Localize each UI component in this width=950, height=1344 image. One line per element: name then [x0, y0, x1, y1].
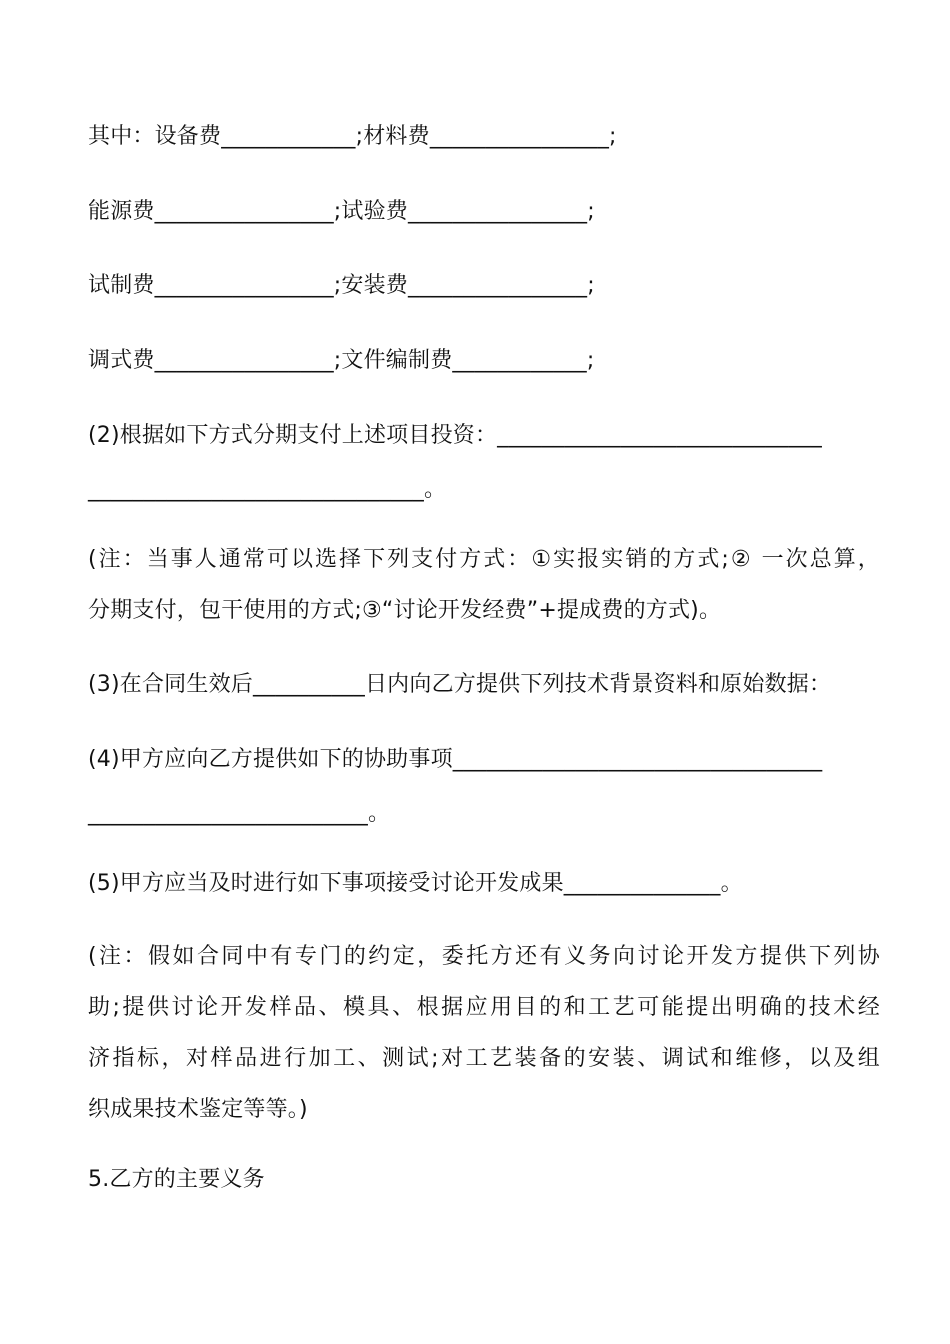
section-heading-party-b-obligations: 5.乙方的主要义务 — [88, 1167, 265, 1192]
cost-line-debugging-documents: 调式费________________;文件编制费____________; — [88, 348, 595, 373]
clause-2-installment-payment: (2)根据如下方式分期支付上述项目投资：_____________________________ — [88, 423, 822, 448]
note-assistance-line-1: (注：假如合同中有专门的约定，委托方还有义务向讨论开发方提供下列协 — [88, 944, 880, 969]
clause-5-acceptance: (5)甲方应当及时进行如下事项接受讨论开发成果______________。 — [88, 871, 743, 896]
cost-line-trial-installation: 试制费________________;安装费________________; — [88, 273, 595, 298]
note-assistance-line-4: 织成果技术鉴定等等。) — [88, 1097, 308, 1122]
cost-line-energy-testing: 能源费________________;试验费________________; — [88, 199, 595, 224]
note-assistance-line-2: 助;提供讨论开发样品、模具、根据应用目的和工艺可能提出明确的技术经 — [88, 995, 880, 1020]
clause-4-continuation: _________________________。 — [88, 801, 391, 826]
note-payment-methods-line-2: 分期支付，包干使用的方式;③“讨论开发经费”+提成费的方式)。 — [88, 598, 722, 623]
note-assistance-line-3: 济指标，对样品进行加工、测试;对工艺装备的安装、调试和维修，以及组 — [88, 1046, 880, 1071]
clause-3-technical-materials: (3)在合同生效后__________日内向乙方提供下列技术背景资料和原始数据： — [88, 672, 832, 697]
clause-2-continuation: ______________________________。 — [88, 477, 447, 502]
note-payment-methods-line-1: (注：当事人通常可以选择下列支付方式：①实报实销的方式;② 一次总算， — [88, 547, 880, 572]
clause-4-assistance: (4)甲方应向乙方提供如下的协助事项_________________________________ — [88, 747, 823, 772]
cost-line-equipment-materials: 其中：设备费____________;材料费________________; — [88, 124, 617, 149]
